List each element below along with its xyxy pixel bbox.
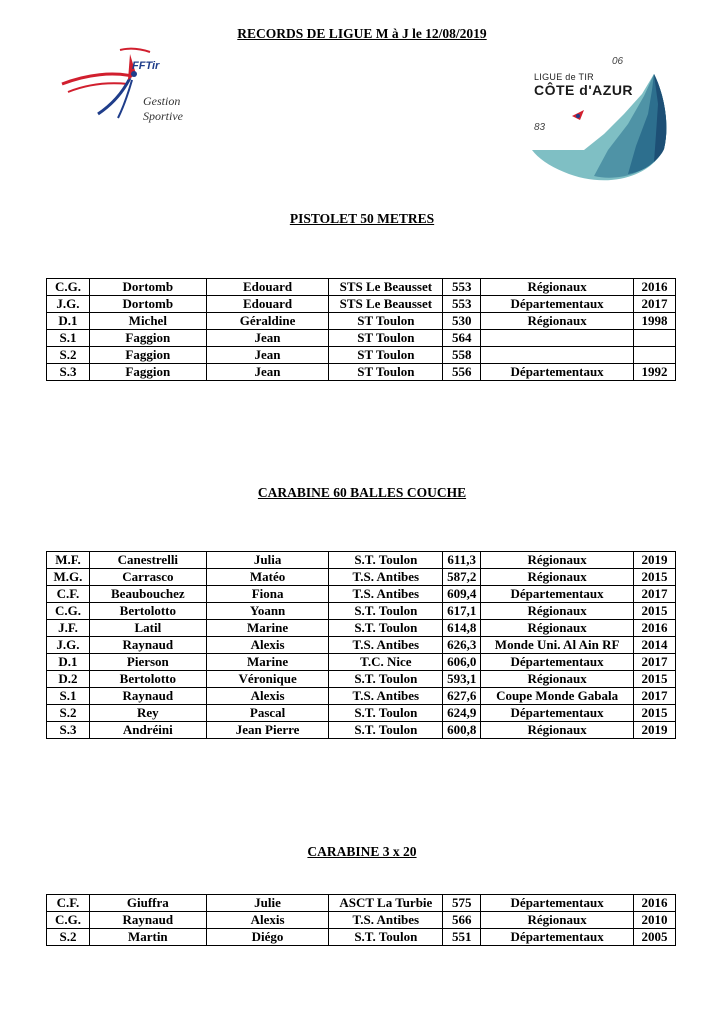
year-cell: 2014 — [634, 637, 676, 654]
lastname-cell: Raynaud — [89, 688, 206, 705]
category-cell: D.1 — [47, 313, 90, 330]
club-cell: S.T. Toulon — [329, 929, 443, 946]
lastname-cell: Faggion — [89, 330, 206, 347]
club-cell: S.T. Toulon — [329, 671, 443, 688]
year-cell: 2015 — [634, 671, 676, 688]
competition-cell: Régionaux — [481, 552, 634, 569]
category-cell: S.2 — [47, 347, 90, 364]
lastname-cell: Dortomb — [89, 279, 206, 296]
club-cell: T.S. Antibes — [329, 688, 443, 705]
lastname-cell: Carrasco — [89, 569, 206, 586]
table-row — [47, 313, 676, 330]
table-row — [47, 654, 676, 671]
club-cell: S.T. Toulon — [329, 705, 443, 722]
score-cell: 556 — [443, 364, 481, 381]
competition-cell: Monde Uni. Al Ain RF — [481, 637, 634, 654]
year-cell: 2019 — [634, 722, 676, 739]
score-cell: 611,3 — [443, 552, 481, 569]
section-title-carabine-60-couche: CARABINE 60 BALLES COUCHE — [257, 485, 467, 500]
club-cell: T.S. Antibes — [329, 569, 443, 586]
score-cell: 551 — [443, 929, 481, 946]
lastname-cell: Rey — [89, 705, 206, 722]
club-cell: ST Toulon — [329, 364, 443, 381]
firstname-cell: Marine — [206, 620, 329, 637]
table-row — [47, 637, 676, 654]
table-row — [47, 364, 676, 381]
category-cell: S.1 — [47, 688, 90, 705]
category-cell: C.G. — [47, 603, 90, 620]
category-cell: C.F. — [47, 895, 90, 912]
firstname-cell: Véronique — [206, 671, 329, 688]
firstname-cell: Edouard — [206, 279, 329, 296]
fftir-tagline-line2: Sportive — [143, 109, 183, 123]
year-cell: 2015 — [634, 705, 676, 722]
year-cell: 2015 — [634, 603, 676, 620]
lastname-cell: Bertolotto — [89, 603, 206, 620]
year-cell: 2017 — [634, 586, 676, 603]
club-cell: ASCT La Turbie — [329, 895, 443, 912]
lastname-cell: Latil — [89, 620, 206, 637]
club-cell: T.S. Antibes — [329, 912, 443, 929]
lastname-cell: Raynaud — [89, 637, 206, 654]
table-row — [47, 330, 676, 347]
club-cell: S.T. Toulon — [329, 722, 443, 739]
score-cell: 600,8 — [443, 722, 481, 739]
firstname-cell: Yoann — [206, 603, 329, 620]
score-cell: 626,3 — [443, 637, 481, 654]
year-cell — [634, 330, 676, 347]
lastname-cell: Dortomb — [89, 296, 206, 313]
ligue-name-line1: LIGUE de TIR — [534, 72, 594, 82]
firstname-cell: Edouard — [206, 296, 329, 313]
competition-cell — [481, 347, 634, 364]
competition-cell: Départementaux — [481, 895, 634, 912]
lastname-cell: Canestrelli — [89, 552, 206, 569]
lastname-cell: Faggion — [89, 364, 206, 381]
competition-cell: Départementaux — [481, 929, 634, 946]
table-row — [47, 586, 676, 603]
score-cell: 558 — [443, 347, 481, 364]
score-cell: 606,0 — [443, 654, 481, 671]
score-cell: 553 — [443, 296, 481, 313]
table-row — [47, 895, 676, 912]
score-cell: 614,8 — [443, 620, 481, 637]
table-row — [47, 722, 676, 739]
firstname-cell: Pascal — [206, 705, 329, 722]
lastname-cell: Michel — [89, 313, 206, 330]
firstname-cell: Alexis — [206, 912, 329, 929]
fftir-tagline — [143, 94, 183, 124]
lastname-cell: Giuffra — [89, 895, 206, 912]
table-row — [47, 296, 676, 313]
table-row — [47, 569, 676, 586]
lastname-cell: Faggion — [89, 347, 206, 364]
firstname-cell: Julia — [206, 552, 329, 569]
category-cell: D.1 — [47, 654, 90, 671]
firstname-cell: Julie — [206, 895, 329, 912]
year-cell: 2005 — [634, 929, 676, 946]
table-row — [47, 552, 676, 569]
year-cell: 2019 — [634, 552, 676, 569]
firstname-cell: Jean — [206, 347, 329, 364]
score-cell: 553 — [443, 279, 481, 296]
lastname-cell: Andréini — [89, 722, 206, 739]
dept-06-label: 06 — [612, 56, 624, 67]
category-cell: J.F. — [47, 620, 90, 637]
club-cell: T.S. Antibes — [329, 637, 443, 654]
year-cell: 2010 — [634, 912, 676, 929]
records-table-carabine-3x20 — [46, 894, 676, 946]
year-cell: 1998 — [634, 313, 676, 330]
category-cell: D.2 — [47, 671, 90, 688]
firstname-cell: Géraldine — [206, 313, 329, 330]
year-cell: 1992 — [634, 364, 676, 381]
club-cell: S.T. Toulon — [329, 552, 443, 569]
table-row — [47, 603, 676, 620]
dept-83-label: 83 — [534, 122, 546, 133]
lastname-cell: Pierson — [89, 654, 206, 671]
competition-cell: Régionaux — [481, 603, 634, 620]
year-cell: 2015 — [634, 569, 676, 586]
category-cell: C.G. — [47, 279, 90, 296]
competition-cell — [481, 330, 634, 347]
score-cell: 564 — [443, 330, 481, 347]
score-cell: 627,6 — [443, 688, 481, 705]
firstname-cell: Jean — [206, 330, 329, 347]
competition-cell: Régionaux — [481, 313, 634, 330]
records-table-pistolet-50m — [46, 278, 676, 381]
table-row — [47, 347, 676, 364]
category-cell: S.3 — [47, 364, 90, 381]
lastname-cell: Raynaud — [89, 912, 206, 929]
table-row — [47, 620, 676, 637]
table-row — [47, 912, 676, 929]
ligue-logo — [524, 54, 674, 189]
firstname-cell: Jean Pierre — [206, 722, 329, 739]
lastname-cell: Beaubouchez — [89, 586, 206, 603]
table-row — [47, 671, 676, 688]
club-cell: STS Le Beausset — [329, 279, 443, 296]
score-cell: 624,9 — [443, 705, 481, 722]
category-cell: M.G. — [47, 569, 90, 586]
year-cell: 2016 — [634, 279, 676, 296]
competition-cell: Coupe Monde Gabala — [481, 688, 634, 705]
table-row — [47, 705, 676, 722]
firstname-cell: Matéo — [206, 569, 329, 586]
records-table-carabine-60-couche — [46, 551, 676, 739]
score-cell: 575 — [443, 895, 481, 912]
category-cell: S.2 — [47, 929, 90, 946]
club-cell: ST Toulon — [329, 330, 443, 347]
fftir-brand-text: FFTir — [132, 60, 160, 72]
year-cell: 2016 — [634, 895, 676, 912]
firstname-cell: Alexis — [206, 637, 329, 654]
club-cell: T.S. Antibes — [329, 586, 443, 603]
lastname-cell: Martin — [89, 929, 206, 946]
year-cell: 2017 — [634, 296, 676, 313]
document-title: RECORDS DE LIGUE M à J le 12/08/2019 — [237, 26, 487, 41]
score-cell: 530 — [443, 313, 481, 330]
club-cell: S.T. Toulon — [329, 620, 443, 637]
section-title-carabine-3x20: CARABINE 3 x 20 — [307, 844, 417, 859]
club-cell: T.C. Nice — [329, 654, 443, 671]
score-cell: 617,1 — [443, 603, 481, 620]
category-cell: C.G. — [47, 912, 90, 929]
competition-cell: Départementaux — [481, 586, 634, 603]
firstname-cell: Jean — [206, 364, 329, 381]
lastname-cell: Bertolotto — [89, 671, 206, 688]
year-cell: 2017 — [634, 654, 676, 671]
category-cell: M.F. — [47, 552, 90, 569]
table-row — [47, 688, 676, 705]
category-cell: C.F. — [47, 586, 90, 603]
firstname-cell: Alexis — [206, 688, 329, 705]
category-cell: S.2 — [47, 705, 90, 722]
club-cell: STS Le Beausset — [329, 296, 443, 313]
section-title-pistolet-50m: PISTOLET 50 METRES — [289, 211, 435, 226]
category-cell: S.1 — [47, 330, 90, 347]
competition-cell: Régionaux — [481, 671, 634, 688]
firstname-cell: Diégo — [206, 929, 329, 946]
year-cell — [634, 347, 676, 364]
year-cell: 2017 — [634, 688, 676, 705]
table-row — [47, 279, 676, 296]
competition-cell: Régionaux — [481, 912, 634, 929]
score-cell: 566 — [443, 912, 481, 929]
category-cell: S.3 — [47, 722, 90, 739]
firstname-cell: Fiona — [206, 586, 329, 603]
category-cell: J.G. — [47, 637, 90, 654]
competition-cell: Régionaux — [481, 569, 634, 586]
score-cell: 587,2 — [443, 569, 481, 586]
club-cell: S.T. Toulon — [329, 603, 443, 620]
score-cell: 609,4 — [443, 586, 481, 603]
competition-cell: Régionaux — [481, 722, 634, 739]
competition-cell: Départementaux — [481, 654, 634, 671]
club-cell: ST Toulon — [329, 313, 443, 330]
year-cell: 2016 — [634, 620, 676, 637]
competition-cell: Départementaux — [481, 705, 634, 722]
competition-cell: Régionaux — [481, 279, 634, 296]
competition-cell: Régionaux — [481, 620, 634, 637]
ligue-name-line2: CÔTE d'AZUR — [534, 82, 634, 98]
score-cell: 593,1 — [443, 671, 481, 688]
firstname-cell: Marine — [206, 654, 329, 671]
fftir-tagline-line1: Gestion — [143, 94, 181, 108]
competition-cell: Départementaux — [481, 364, 634, 381]
competition-cell: Départementaux — [481, 296, 634, 313]
fftir-logo — [58, 44, 198, 134]
category-cell: J.G. — [47, 296, 90, 313]
table-row — [47, 929, 676, 946]
club-cell: ST Toulon — [329, 347, 443, 364]
